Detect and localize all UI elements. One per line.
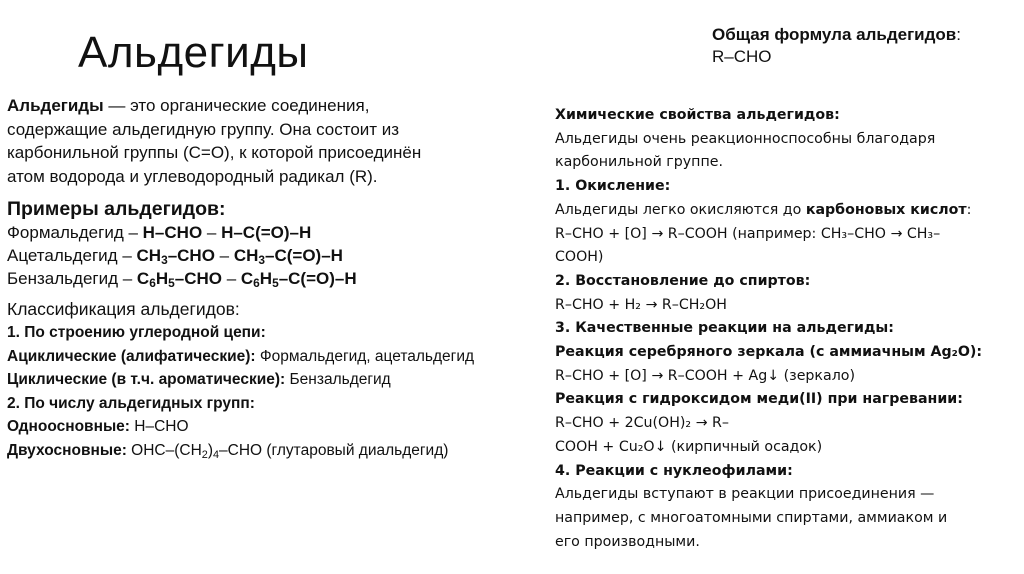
examples-heading: Примеры альдегидов:	[7, 198, 226, 220]
oxidation-heading: 1. Окисление:	[555, 178, 671, 195]
general-formula-block	[712, 24, 961, 68]
example-formaldehyde: Формальдегид – H–CHO – H–C(=O)–H	[7, 223, 312, 242]
general-formula: R–CHO	[712, 47, 772, 66]
nucleophile-heading: 4. Реакции с нуклеофилами:	[555, 462, 793, 479]
silver-mirror-heading: Реакция серебряного зеркала (с аммиачным Ag₂O):	[555, 344, 983, 361]
intro-term: Альдегиды	[7, 96, 104, 115]
example-benzaldehyde: Бензальдегид – $C_6H_5$–CHO – $C_6H_5-C(=O)-H$	[7, 269, 357, 290]
example-acetaldehyde: Ацетальдегид – $CH_3$–CHO – $CH_3-C(=O)-H$	[7, 246, 343, 267]
general-formula-label: Общая формула альдегидов:	[712, 25, 961, 44]
copper-hydroxide-heading: Реакция с гидроксидом меди(II) при нагревании:	[555, 391, 963, 408]
qualitative-heading: 3. Качественные реакции на альдегиды:	[555, 320, 894, 337]
left-column	[7, 94, 547, 462]
page-title: Альдегиды	[78, 28, 309, 77]
classification-heading: Классификация альдегидов:	[7, 299, 240, 319]
chemical-properties-column: Химические свойства альдегидов: Альдегиды очень реакционноспособны благодаря карбонильной группе. 1. Окисление: Альдегиды легко окисляются до карбоновых кислот: R–CHO + [O] → R–COOH (например: CH₃–CHO → CH₃– COOH) 2. Восстановление до спиртов: R–CHO + H₂ → R–CH₂OH 3. Качественные реакции на альдегиды: Реакция серебряного зеркала (с аммиачным Ag₂O): R–CHO + [O] → R–COOH + Ag↓ (зеркало) Реакция с гидроксидом меди(II) при нагревании: R–CHO + 2Cu(OH)₂ → R– COOH + Cu₂O↓ (кирпичный осадок) 4. Реакции с нуклеофилами: Альдегиды вступают в реакции присоединения — например, с многоатомными спиртами, аммиаком и его производными.	[555, 104, 995, 554]
properties-heading: Химические свойства альдегидов:	[555, 107, 840, 123]
intro-paragraph: Альдегиды — это органические соединения, содержащие альдегидную группу. Она состоит из карбонильной группы (C=O), к которой присоединён атом водорода и углеводородный радикал (R).	[7, 96, 422, 186]
classification-list: 1. По строению углеродной цепи: Ациклические (алифатические): Формальдегид, ацетальдегид Циклические (в т.ч. ароматические): Бензальдегид 2. По числу альдегидных групп: Одноосновные: H–CHO Двухосновные: OHC–$(CH_2)_4$–CHO (глутаровый диальдегид)	[7, 324, 475, 461]
reduction-heading: 2. Восстановление до спиртов:	[555, 272, 811, 289]
